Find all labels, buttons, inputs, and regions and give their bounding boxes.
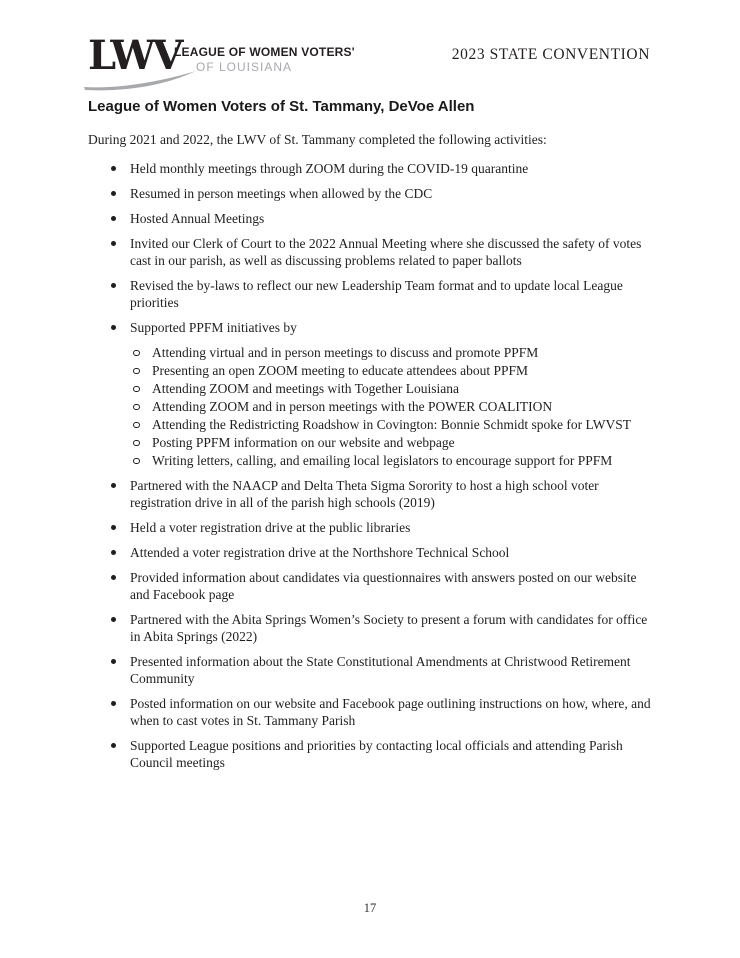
sub-list-item-text: Presenting an open ZOOM meeting to educate attendees about PPFM bbox=[152, 363, 529, 378]
sub-list-item-text: Attending virtual and in person meetings to discuss and promote PPFM bbox=[152, 345, 539, 360]
list-item bbox=[88, 544, 658, 561]
convention-title: 2023 STATE CONVENTION bbox=[451, 46, 650, 63]
list-item bbox=[88, 210, 658, 227]
circle-bullet-icon bbox=[133, 380, 152, 397]
list-item bbox=[88, 185, 658, 202]
list-item bbox=[88, 319, 658, 336]
list-item bbox=[88, 737, 658, 771]
bullet-icon bbox=[110, 319, 130, 336]
bullet-icon bbox=[110, 160, 130, 177]
list-item-text: Partnered with the Abita Springs Women’s Society to present a forum with candidates for office in Abita Springs (2022) bbox=[130, 612, 648, 644]
list-item-text: Held monthly meetings through ZOOM during the COVID-19 quarantine bbox=[130, 161, 529, 176]
bullet-icon bbox=[110, 277, 130, 311]
list-item-text: Provided information about candidates via questionnaires with answers posted on our website and Facebook page bbox=[130, 570, 637, 602]
list-item bbox=[88, 477, 658, 511]
list-item-text: Held a voter registration drive at the public libraries bbox=[130, 520, 411, 535]
sub-list-item bbox=[88, 434, 658, 451]
lwv-monogram-text: LWV bbox=[88, 32, 181, 79]
sub-list-item-text: Attending the Redistricting Roadshow in Covington: Bonnie Schmidt spoke for LWVST bbox=[152, 417, 631, 432]
sub-list-item-text: Attending ZOOM and meetings with Together Louisiana bbox=[152, 381, 459, 396]
list-item-text: Presented information about the State Constitutional Amendments at Christwood Retirement Community bbox=[130, 654, 631, 686]
list-item-text: Hosted Annual Meetings bbox=[130, 211, 265, 226]
sub-list-item-text: Writing letters, calling, and emailing local legislators to encourage support for PPFM bbox=[152, 453, 613, 468]
circle-bullet-icon bbox=[133, 452, 152, 469]
bullet-icon bbox=[110, 569, 130, 603]
list-item-text: Supported League positions and priorities by contacting local officials and attending Parish Council meetings bbox=[130, 738, 623, 770]
list-item bbox=[88, 235, 658, 269]
sub-list bbox=[88, 344, 658, 469]
list-item-text: Invited our Clerk of Court to the 2022 Annual Meeting where she discussed the safety of votes cast in our parish, as well as discussing problems related to paper ballots bbox=[130, 236, 642, 268]
list-item-text: Attended a voter registration drive at the Northshore Technical School bbox=[130, 545, 510, 560]
page-title: League of Women Voters of St. Tammany, DeVoe Allen bbox=[88, 98, 475, 115]
bullet-icon bbox=[110, 185, 130, 202]
sub-list-item bbox=[88, 344, 658, 361]
logo-state-name: OF LOUISIANA bbox=[196, 60, 293, 74]
swoosh-icon bbox=[82, 70, 200, 92]
list-item bbox=[88, 160, 658, 177]
list-item bbox=[88, 569, 658, 603]
document-body bbox=[88, 98, 658, 779]
list-item-text: Resumed in person meetings when allowed by the CDC bbox=[130, 186, 433, 201]
circle-bullet-icon bbox=[133, 398, 152, 415]
page-footer bbox=[0, 901, 740, 916]
circle-bullet-icon bbox=[133, 344, 152, 361]
list-item-text: Partnered with the NAACP and Delta Theta Sigma Sorority to host a high school voter registration drive in all of the parish high schools (2019) bbox=[130, 478, 599, 510]
bullet-icon bbox=[110, 611, 130, 645]
bullet-icon bbox=[110, 695, 130, 729]
list-item-text: Posted information on our website and Facebook page outlining instructions on how, where, and when to cast votes in St. Tammany Parish bbox=[130, 696, 651, 728]
bullet-icon bbox=[110, 235, 130, 269]
sub-list-item-text: Attending ZOOM and in person meetings with the POWER COALITION bbox=[152, 399, 553, 414]
list-item bbox=[88, 695, 658, 729]
page-number: 17 bbox=[363, 901, 377, 915]
list-item-text: Supported PPFM initiatives by bbox=[130, 320, 297, 335]
bullet-icon bbox=[110, 737, 130, 771]
bullet-icon bbox=[110, 210, 130, 227]
bullet-icon bbox=[110, 653, 130, 687]
lwv-logo bbox=[88, 32, 355, 92]
bullet-icon bbox=[110, 477, 130, 511]
bullet-icon bbox=[110, 544, 130, 561]
sub-list-item-text: Posting PPFM information on our website and webpage bbox=[152, 435, 455, 450]
sub-list-item bbox=[88, 398, 658, 415]
logo-text-block bbox=[174, 45, 355, 74]
sub-list-item bbox=[88, 362, 658, 379]
lwv-monogram bbox=[88, 32, 181, 92]
sub-list-item bbox=[88, 416, 658, 433]
list-item-text: Revised the by-laws to reflect our new Leadership Team format and to update local League priorities bbox=[130, 278, 623, 310]
circle-bullet-icon bbox=[133, 362, 152, 379]
sub-list-item bbox=[88, 380, 658, 397]
bullet-icon bbox=[110, 519, 130, 536]
list-item bbox=[88, 519, 658, 536]
list-item bbox=[88, 653, 658, 687]
sub-list-item bbox=[88, 452, 658, 469]
circle-bullet-icon bbox=[133, 416, 152, 433]
logo-org-name: LEAGUE OF WOMEN VOTERS' bbox=[174, 45, 355, 59]
list-item bbox=[88, 277, 658, 311]
list-item bbox=[88, 611, 658, 645]
circle-bullet-icon bbox=[133, 434, 152, 451]
page-header bbox=[88, 32, 650, 92]
intro-paragraph: During 2021 and 2022, the LWV of St. Tammany completed the following activities: bbox=[88, 132, 547, 147]
